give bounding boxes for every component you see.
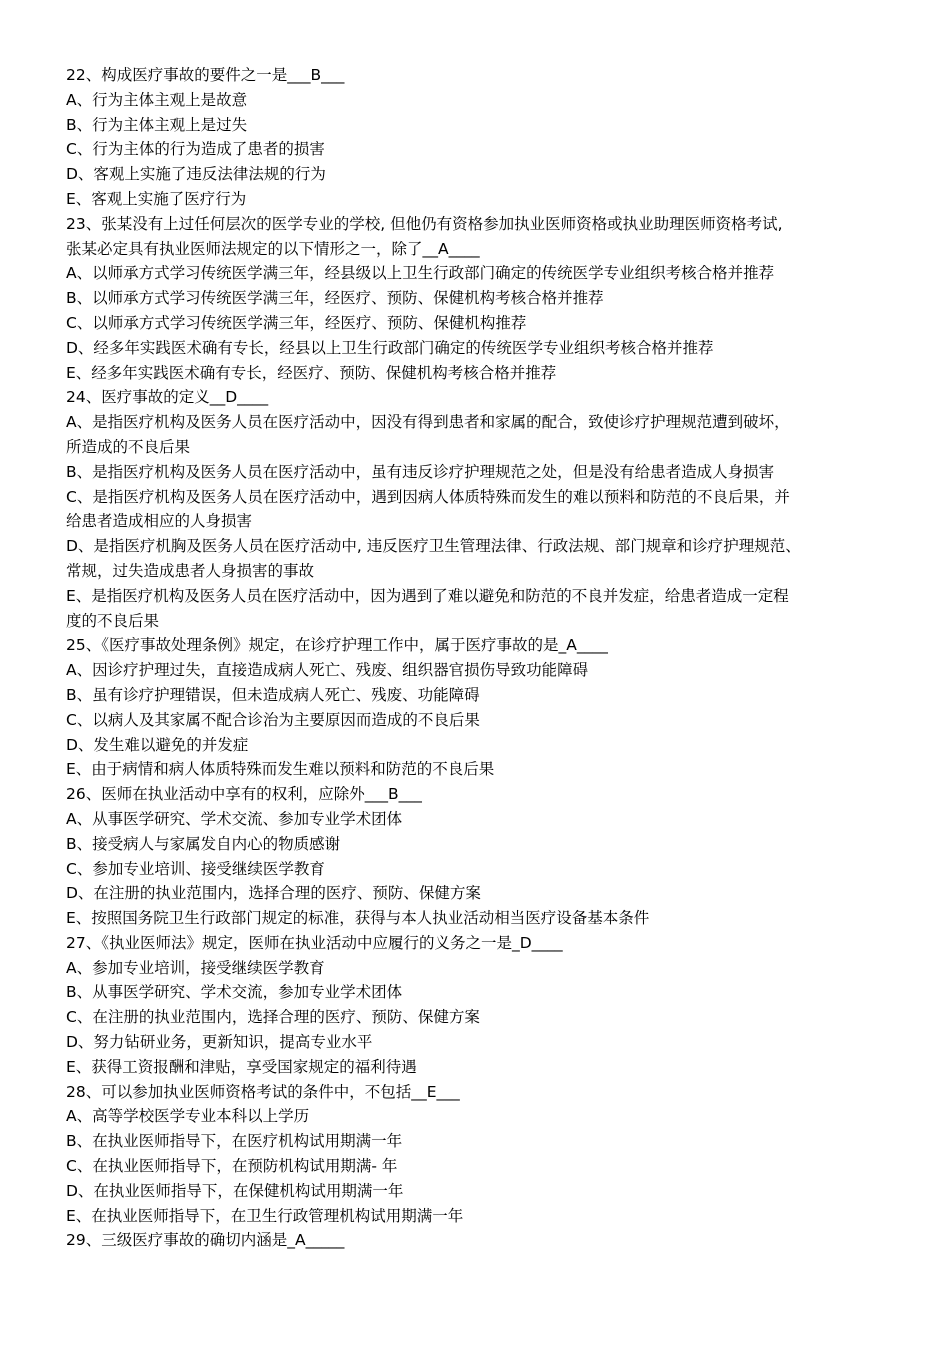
text-line: C、行为主体的行为造成了患者的损害	[66, 140, 325, 159]
text-line: D、经多年实践医术确有专长，经县以上卫生行政部门确定的传统医学专业组织考核合格并推荐	[66, 338, 714, 357]
text-line: B、虽有诊疗护理错误，但未造成病人死亡、残废、功能障碍	[66, 685, 480, 704]
text-line: 度的不良后果	[66, 611, 160, 630]
text-line: 张某必定具有执业医师法规定的以下情形之一，除了__A____	[66, 239, 480, 258]
text-line: 给患者造成相应的人身损害	[66, 512, 253, 531]
text-line: 常规，过失造成患者人身损害的事故	[66, 561, 315, 580]
text-line: E、是指医疗机构及医务人员在医疗活动中，因为遇到了难以避免和防范的不良并发症，给患者造成一定程	[66, 586, 789, 605]
text-line: D、是指医疗机胸及医务人员在医疗活动中, 违反医疗卫生管理法律、行政法规、部门规章和诊疗护理规范、	[66, 537, 801, 556]
text-line: A、参加专业培训，接受继续医学教育	[66, 958, 325, 977]
text-line: C、在执业医师指导下，在预防机构试用期满- 年	[66, 1157, 398, 1176]
text-line: 25、《医疗事故处理条例》规定，在诊疗护理工作中，属于医疗事故的是_A____	[66, 636, 608, 655]
text-line: E、获得工资报酬和津贴，享受国家规定的福利待遇	[66, 1057, 417, 1076]
text-line: 29、三级医疗事故的确切内涵是_A_____	[66, 1231, 345, 1250]
text-line: 24、医疗事故的定义__D____	[66, 388, 269, 407]
text-line: E、客观上实施了医疗行为	[66, 189, 247, 208]
text-line: 22、构成医疗事故的要件之一是___B___	[66, 66, 345, 84]
text-line: 所造成的不良后果	[66, 437, 191, 456]
text-line: A、高等学校医学专业本科以上学历	[66, 1107, 310, 1126]
text-line: C、以病人及其家属不配合诊治为主要原因而造成的不良后果	[66, 710, 480, 729]
text-line: 26、医师在执业活动中享有的权利，应除外___B___	[66, 785, 422, 804]
text-line: 28、可以参加执业医师资格考试的条件中，不包括__E___	[66, 1082, 460, 1101]
text-line: D、努力钻研业务，更新知识，提高专业水平	[66, 1033, 373, 1052]
text-line: B、是指医疗机构及医务人员在医疗活动中，虽有违反诊疗护理规范之处，但是没有给患者造成人身损害	[66, 462, 775, 481]
text-line: C、以师承方式学习传统医学满三年，经医疗、预防、保健机构推荐	[66, 313, 527, 332]
text-line: 27、《执业医师法》规定，医师在执业活动中应履行的义务之一是_D____	[66, 933, 563, 952]
text-line: A、从事医学研究、学术交流、参加专业学术团体	[66, 809, 403, 828]
text-line: C、参加专业培训、接受继续医学教育	[66, 859, 325, 878]
text-line: A、以师承方式学习传统医学满三年，经县级以上卫生行政部门确定的传统医学专业组织考核合格并推荐	[66, 264, 775, 283]
text-line: D、客观上实施了违反法律法规的行为	[66, 165, 326, 184]
text-line: B、接受病人与家属发自内心的物质感谢	[66, 834, 341, 853]
text-line: D、在注册的执业范围内，选择合理的医疗、预防、保健方案	[66, 884, 481, 903]
text-line: B、从事医学研究、学术交流，参加专业学术团体	[66, 983, 403, 1002]
text-line: A、因诊疗护理过失，直接造成病人死亡、残废、组织器官损伤导致功能障碍	[66, 661, 589, 680]
text-line: E、按照国务院卫生行政部门规定的标准，获得与本人执业活动相当医疗设备基本条件	[66, 909, 650, 928]
text-line: D、在执业医师指导下，在保健机构试用期满一年	[66, 1181, 404, 1200]
text-line: E、由于病情和病人体质特殊而发生难以预料和防范的不良后果	[66, 760, 495, 779]
text-line: B、以师承方式学习传统医学满三年，经医疗、预防、保健机构考核合格并推荐	[66, 289, 604, 308]
text-line: B、行为主体主观上是过失	[66, 115, 248, 134]
text-line: C、在注册的执业范围内，选择合理的医疗、预防、保健方案	[66, 1008, 480, 1027]
text-line: B、在执业医师指导下，在医疗机构试用期满一年	[66, 1132, 403, 1151]
text-line: C、是指医疗机构及医务人员在医疗活动中，遇到因病人体质特殊而发生的难以预料和防范的不良后果，并	[66, 487, 790, 506]
text-line: A、行为主体主观上是故意	[66, 90, 248, 109]
text-line: A、是指医疗机构及医务人员在医疗活动中，因没有得到患者和家属的配合，致使诊疗护理规范遭到破坏，	[66, 413, 790, 432]
text-line: D、发生难以避免的并发症	[66, 735, 249, 754]
text-line: E、经多年实践医术确有专长，经医疗、预防、保健机构考核合格并推荐	[66, 363, 557, 382]
text-line: 23、张某没有上过任何层次的医学专业的学校, 但他仍有资格参加执业医师资格或执业助理医师资格考试,	[66, 214, 783, 233]
text-line: E、在执业医师指导下，在卫生行政管理机构试用期满一年	[66, 1206, 464, 1225]
